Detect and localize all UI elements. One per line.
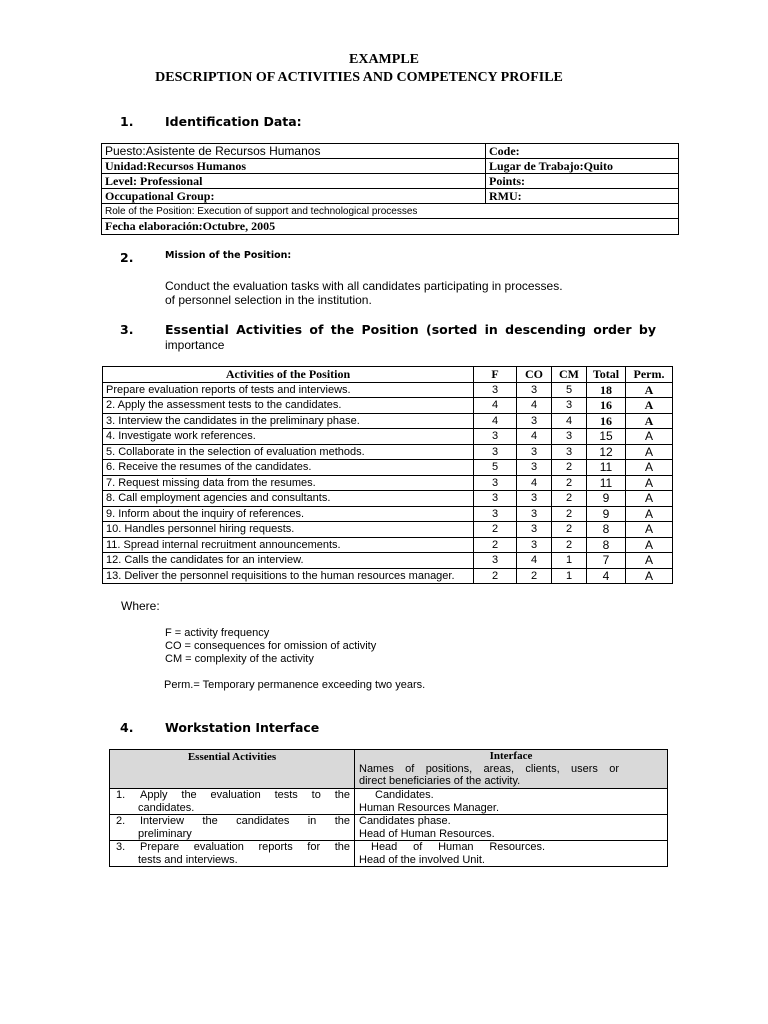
interface-caption: Interface xyxy=(489,750,533,762)
co-cell: 4 xyxy=(517,398,552,414)
legend-f: F = activity frequency xyxy=(165,627,270,639)
total-cell: 16 xyxy=(587,413,626,429)
total-cell: 8 xyxy=(587,537,626,553)
section-2-number: 2. xyxy=(120,250,134,265)
activity-line-1: Apply the evaluation tests to the xyxy=(140,789,350,801)
group-cell: Occupational Group: xyxy=(102,189,486,204)
total-cell: 11 xyxy=(587,475,626,491)
table-row xyxy=(102,159,679,174)
co-cell: 3 xyxy=(517,382,552,398)
section-3-title-cont: importance xyxy=(165,338,225,352)
perm-cell: A xyxy=(626,460,673,476)
interface-line-1: Candidates phase. xyxy=(359,815,451,827)
essential-activities-caption: Essential Activities xyxy=(187,751,277,763)
activities-table xyxy=(102,366,673,584)
mission-line-1: Conduct the evaluation tasks with all candidates participating in processes. xyxy=(165,279,563,293)
co-cell: 3 xyxy=(517,413,552,429)
interface-table xyxy=(109,749,668,867)
section-2-title: Mission of the Position: xyxy=(165,250,292,261)
identification-table xyxy=(101,143,679,235)
section-1-title: Identification Data: xyxy=(165,114,302,129)
document-title: DESCRIPTION OF ACTIVITIES AND COMPETENCY PROFILE xyxy=(155,70,563,85)
activity-cell: 2. Apply the assessment tests to the candidates. xyxy=(103,398,474,414)
table-row xyxy=(103,506,673,522)
table-row xyxy=(110,815,668,841)
section-1-number: 1. xyxy=(120,114,134,129)
table-row xyxy=(103,491,673,507)
activity-cell: 6. Receive the resumes of the candidates. xyxy=(103,460,474,476)
essential-activities-header xyxy=(110,750,355,789)
perm-cell: A xyxy=(626,429,673,445)
table-row xyxy=(110,841,668,867)
table-row xyxy=(102,219,679,235)
activity-cell: 13. Deliver the personnel requisitions to the human resources manager. xyxy=(103,568,474,584)
table-row xyxy=(103,537,673,553)
f-cell: 3 xyxy=(474,444,517,460)
document-label: EXAMPLE xyxy=(349,52,419,67)
activity-line-2: tests and interviews. xyxy=(138,853,238,866)
table-row xyxy=(103,398,673,414)
co-cell: 3 xyxy=(517,491,552,507)
activity-line-1: Interview the candidates in the xyxy=(140,815,350,827)
col-total: Total xyxy=(587,367,626,383)
table-row xyxy=(103,568,673,584)
total-cell: 12 xyxy=(587,444,626,460)
interface-line-1: Head of Human Resources. xyxy=(371,841,545,853)
interface-header xyxy=(355,750,668,789)
cm-cell: 3 xyxy=(552,444,587,460)
interface-cell xyxy=(355,841,668,867)
activity-line-2: preliminary xyxy=(138,827,192,840)
rmu-cell: RMU: xyxy=(486,189,679,204)
cm-cell: 3 xyxy=(552,429,587,445)
perm-cell: A xyxy=(626,553,673,569)
perm-cell: A xyxy=(626,398,673,414)
perm-cell: A xyxy=(626,506,673,522)
co-cell: 3 xyxy=(517,460,552,476)
col-activities: Activities of the Position xyxy=(103,367,474,383)
legend-where: Where: xyxy=(121,599,160,613)
legend-co: CO = consequences for omission of activity xyxy=(165,640,377,652)
table-header-row xyxy=(110,750,668,789)
legend-perm: Perm.= Temporary permanence exceeding two years. xyxy=(164,679,426,691)
total-cell: 11 xyxy=(587,460,626,476)
perm-cell: A xyxy=(626,444,673,460)
puesto-cell: Puesto:Asistente de Recursos Humanos xyxy=(102,144,486,159)
activity-cell: Prepare evaluation reports of tests and interviews. xyxy=(103,382,474,398)
cm-cell: 3 xyxy=(552,398,587,414)
activity-cell xyxy=(110,789,355,815)
f-cell: 4 xyxy=(474,398,517,414)
code-cell: Code: xyxy=(486,144,679,159)
activity-cell: 8. Call employment agencies and consultants. xyxy=(103,491,474,507)
activity-cell: 10. Handles personnel hiring requests. xyxy=(103,522,474,538)
activity-cell: 5. Collaborate in the selection of evaluation methods. xyxy=(103,444,474,460)
perm-cell: A xyxy=(626,491,673,507)
section-3-title: Essential Activities of the Position (sorted in descending order by xyxy=(165,322,656,337)
f-cell: 5 xyxy=(474,460,517,476)
total-cell: 7 xyxy=(587,553,626,569)
total-cell: 18 xyxy=(587,382,626,398)
interface-sub-2: direct beneficiaries of the activity. xyxy=(359,775,521,787)
f-cell: 3 xyxy=(474,506,517,522)
cm-cell: 2 xyxy=(552,537,587,553)
activity-cell: 3. Interview the candidates in the preliminary phase. xyxy=(103,413,474,429)
level-cell: Level: Professional xyxy=(102,174,486,189)
activity-cell: 7. Request missing data from the resumes. xyxy=(103,475,474,491)
cm-cell: 2 xyxy=(552,460,587,476)
table-row xyxy=(103,522,673,538)
interface-cell xyxy=(355,789,668,815)
interface-line-1: Candidates. xyxy=(375,789,434,801)
activity-line-1: Prepare evaluation reports for the xyxy=(140,841,350,853)
cm-cell: 4 xyxy=(552,413,587,429)
role-cell: Role of the Position: Execution of support and technological processes xyxy=(102,204,679,219)
f-cell: 4 xyxy=(474,413,517,429)
total-cell: 16 xyxy=(587,398,626,414)
interface-line-2: Head of the involved Unit. xyxy=(359,853,485,866)
activity-cell: 9. Inform about the inquiry of references. xyxy=(103,506,474,522)
interface-cell xyxy=(355,815,668,841)
table-row xyxy=(102,189,679,204)
cm-cell: 2 xyxy=(552,506,587,522)
table-row xyxy=(102,144,679,159)
row-number: 2. xyxy=(116,815,126,827)
f-cell: 3 xyxy=(474,491,517,507)
table-row xyxy=(103,413,673,429)
cm-cell: 2 xyxy=(552,475,587,491)
col-cm: CM xyxy=(552,367,587,383)
perm-cell: A xyxy=(626,413,673,429)
f-cell: 2 xyxy=(474,522,517,538)
co-cell: 3 xyxy=(517,522,552,538)
co-cell: 3 xyxy=(517,537,552,553)
co-cell: 4 xyxy=(517,553,552,569)
total-cell: 4 xyxy=(587,568,626,584)
total-cell: 9 xyxy=(587,491,626,507)
total-cell: 9 xyxy=(587,506,626,522)
cm-cell: 2 xyxy=(552,491,587,507)
f-cell: 3 xyxy=(474,429,517,445)
activity-cell: 11. Spread internal recruitment announcements. xyxy=(103,537,474,553)
cm-cell: 1 xyxy=(552,568,587,584)
interface-sub-1: Names of positions, areas, clients, users or xyxy=(359,762,619,775)
lugar-cell: Lugar de Trabajo:Quito xyxy=(486,159,679,174)
interface-line-2: Human Resources Manager. xyxy=(359,801,500,814)
f-cell: 2 xyxy=(474,568,517,584)
unidad-cell: Unidad:Recursos Humanos xyxy=(102,159,486,174)
col-f: F xyxy=(474,367,517,383)
points-cell: Points: xyxy=(486,174,679,189)
table-header-row xyxy=(103,367,673,383)
activity-cell xyxy=(110,815,355,841)
activity-cell: 4. Investigate work references. xyxy=(103,429,474,445)
table-row xyxy=(110,789,668,815)
co-cell: 3 xyxy=(517,444,552,460)
fecha-cell: Fecha elaboración:Octubre, 2005 xyxy=(102,219,679,235)
table-row xyxy=(103,429,673,445)
cm-cell: 2 xyxy=(552,522,587,538)
section-4-number: 4. xyxy=(120,720,134,735)
row-number: 1. xyxy=(116,789,126,801)
perm-cell: A xyxy=(626,522,673,538)
legend-cm: CM = complexity of the activity xyxy=(165,653,314,665)
activity-line-2: candidates. xyxy=(138,801,195,814)
col-perm: Perm. xyxy=(626,367,673,383)
perm-cell: A xyxy=(626,537,673,553)
total-cell: 8 xyxy=(587,522,626,538)
table-row xyxy=(102,204,679,219)
section-3-number: 3. xyxy=(120,322,134,337)
total-cell: 15 xyxy=(587,429,626,445)
table-row xyxy=(102,174,679,189)
co-cell: 2 xyxy=(517,568,552,584)
cm-cell: 5 xyxy=(552,382,587,398)
f-cell: 2 xyxy=(474,537,517,553)
col-co: CO xyxy=(517,367,552,383)
row-number: 3. xyxy=(116,841,126,853)
f-cell: 3 xyxy=(474,475,517,491)
perm-cell: A xyxy=(626,382,673,398)
activity-cell xyxy=(110,841,355,867)
table-row xyxy=(103,382,673,398)
co-cell: 4 xyxy=(517,429,552,445)
perm-cell: A xyxy=(626,475,673,491)
perm-cell: A xyxy=(626,568,673,584)
cm-cell: 1 xyxy=(552,553,587,569)
mission-line-2: of personnel selection in the institution. xyxy=(165,293,372,307)
activity-cell: 12. Calls the candidates for an interview. xyxy=(103,553,474,569)
co-cell: 4 xyxy=(517,475,552,491)
interface-line-2: Head of Human Resources. xyxy=(359,827,495,840)
table-row xyxy=(103,444,673,460)
section-4-title: Workstation Interface xyxy=(165,720,320,735)
table-row xyxy=(103,460,673,476)
table-row xyxy=(103,553,673,569)
f-cell: 3 xyxy=(474,382,517,398)
table-row xyxy=(103,475,673,491)
co-cell: 3 xyxy=(517,506,552,522)
f-cell: 3 xyxy=(474,553,517,569)
